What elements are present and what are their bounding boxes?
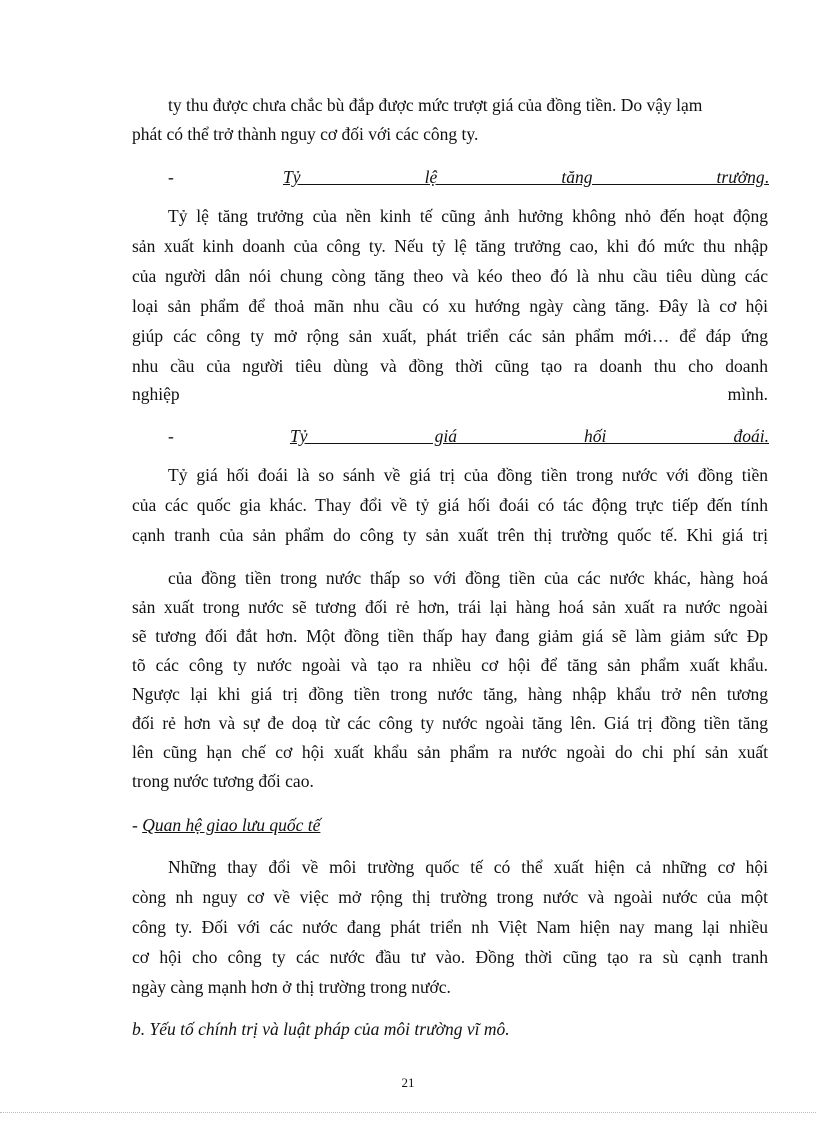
- paragraph-line: Tỷ lệ tăng trưởng của nền kinh tế cũng ảnh hưởng không nhỏ đến hoạt động: [168, 206, 768, 226]
- paragraph-line: sản xuất trong nước sẽ tương đối rẻ hơn, trái lại hàng hoá sản xuất ra nước ngoài: [132, 597, 768, 617]
- paragraph-line: lên cũng hạn chế cơ hội xuất khẩu sản phẩm ra nước ngoài do chi phí sản xuất: [132, 742, 768, 762]
- paragraph-line: cạnh tranh của sản phẩm do công ty sản xuất trên thị trường quốc tế. Khi giá trị: [132, 525, 768, 545]
- paragraph-line-split: [132, 382, 768, 406]
- paragraph-line: Ngược lại khi giá trị đồng tiền trong nước tăng, hàng nhập khẩu trở nên tương: [132, 684, 768, 704]
- heading-title: Quan hệ giao lưu quốc tế: [142, 815, 321, 835]
- paragraph-line: còng nh nguy cơ về việc mở rộng thị trường trong nước và ngoài nước của một: [132, 887, 768, 907]
- paragraph-line: Tỷ giá hối đoái là so sánh về giá trị của đồng tiền trong nước với đồng tiền: [168, 465, 768, 485]
- paragraph-line: cơ hội cho công ty các nước đầu tư vào. Đồng thời cũng tạo ra sù cạnh tranh: [132, 947, 768, 967]
- paragraph-line: công ty. Đối với các nước đang phát triển nh Việt Nam hiện nay mang lại nhiều: [132, 917, 768, 937]
- footer-divider: [0, 1112, 816, 1113]
- heading-punct: .: [764, 426, 769, 446]
- heading-dash: -: [168, 167, 174, 187]
- paragraph-line: ty thu được chưa chắc bù đắp được mức trượt giá của đồng tiền. Do vậy lạm: [168, 95, 703, 115]
- paragraph-line: loại sản phẩm để thoả mãn nhu cầu có xu hướng ngày càng tăng. Đây là cơ hội: [132, 296, 768, 316]
- paragraph-line: trong nước tương đối cao.: [132, 771, 314, 791]
- section-heading-exchange-rate: [290, 424, 769, 448]
- paragraph-line: ngày càng mạnh hơn ở thị trường trong nước.: [132, 977, 451, 997]
- paragraph-word: nghiệp: [132, 384, 180, 404]
- paragraph-line: nhu cầu của người tiêu dùng và đồng thời cũng tạo ra doanh thu cho doanh: [132, 356, 768, 376]
- subsection-heading-b: b. Yếu tố chính trị và luật pháp của môi trường vĩ mô.: [132, 1019, 510, 1039]
- paragraph-line: Những thay đổi về môi trường quốc tế có thể xuất hiện cả những cơ hội: [168, 857, 768, 877]
- paragraph-word: mình.: [727, 384, 768, 404]
- heading-dash: -: [132, 815, 143, 835]
- section-heading-growth-rate: [283, 165, 769, 189]
- paragraph-line: phát có thể trở thành nguy cơ đối với các công ty.: [132, 124, 479, 144]
- paragraph-line: của đồng tiền trong nước thấp so với đồng tiền của các nước khác, hàng hoá: [168, 568, 768, 588]
- paragraph-line: tõ các công ty nước ngoài và tạo ra nhiều cơ hội để tăng sản phẩm xuất khẩu.: [132, 655, 768, 675]
- paragraph-line: của người dân nói chung còng tăng theo và kéo theo đó là nhu cầu tiêu dùng các: [132, 266, 768, 286]
- heading-dash: -: [168, 426, 174, 446]
- heading-title: Tỷ lệ tăng trưởng: [283, 167, 765, 187]
- page-number: 21: [401, 1075, 415, 1090]
- paragraph-line: sẽ tương đối đắt hơn. Một đồng tiền thấp hay đang giảm giá sẽ làm giảm sức Đp: [132, 626, 768, 646]
- section-heading-international: [132, 813, 768, 837]
- paragraph-line: sản xuất kinh doanh của công ty. Nếu tỷ lệ tăng trưởng cao, khi đó mức thu nhập: [132, 236, 768, 256]
- paragraph-line: đối rẻ hơn và sự đe doạ từ các công ty nước ngoài tăng lên. Giá trị đồng tiền tăng: [132, 713, 768, 733]
- heading-punct: .: [764, 167, 769, 187]
- paragraph-line: của các quốc gia khác. Thay đổi về tỷ giá hối đoái có tác động trực tiếp đến tính: [132, 495, 768, 515]
- heading-title: Tỷ giá hối đoái: [290, 426, 765, 446]
- paragraph-line: giúp các công ty mở rộng sản xuất, phát triển các sản phẩm mới… để đáp ứng: [132, 326, 768, 346]
